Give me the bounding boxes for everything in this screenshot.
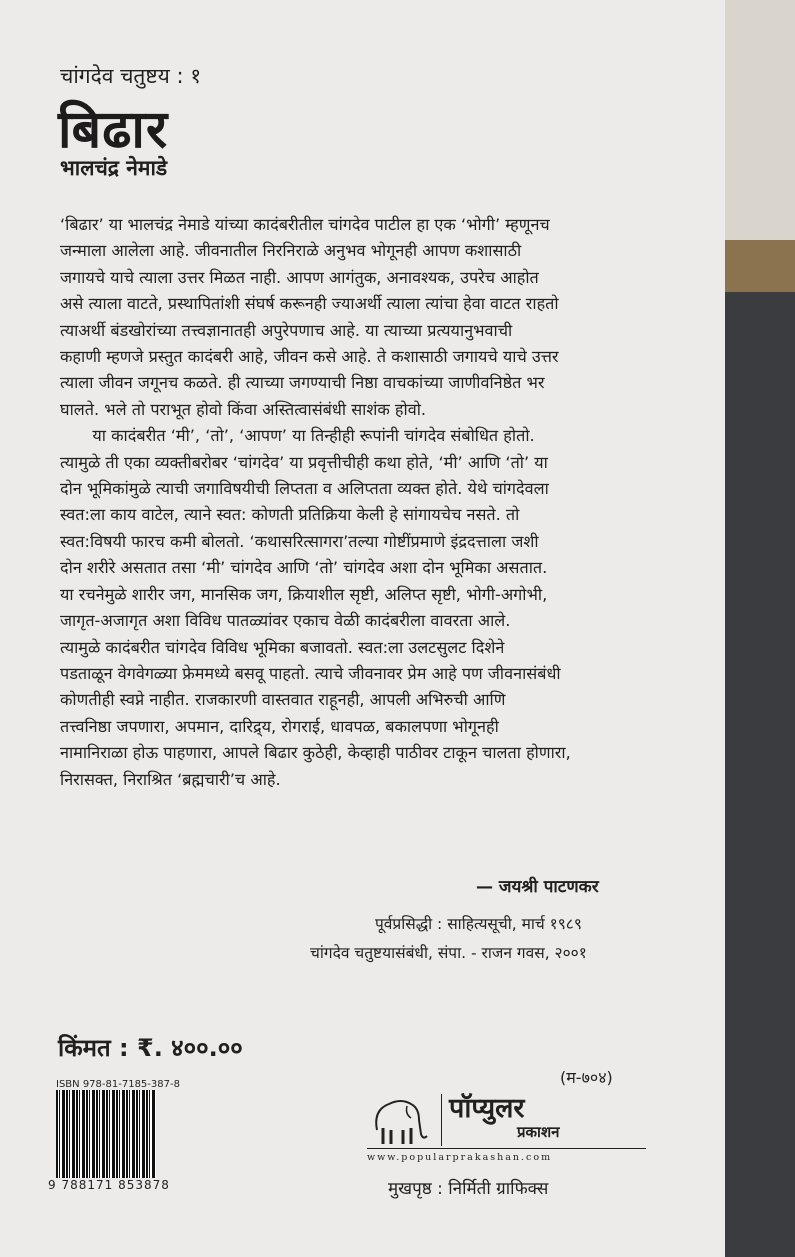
blurb-line: जगायचे याचे त्याला उत्तर मिळत नाही. आपण आगंतुक, अनावश्यक, उपरेच आहोत	[60, 267, 539, 287]
logo-divider	[441, 1094, 442, 1146]
source-note: चांगदेव चतुष्टयासंबंधी, संपा. - राजन गवस, २००१	[310, 944, 587, 962]
isbn: ISBN 978-81-7185-387-8	[56, 1079, 180, 1090]
publisher-url: www.popularprakashan.com	[367, 1152, 553, 1163]
publisher-logo	[367, 1090, 646, 1163]
blurb-line: त्याअर्थी बंडखोरांच्या तत्त्वज्ञानातही अपुरेपणाच आहे. या त्याच्या प्रत्ययानुभवाची	[60, 320, 513, 340]
blurb-line: दोन शरीरे असतात तसा ‘मी’ चांगदेव आणि ‘तो’ चांगदेव अशा दोन भूमिका असतात.	[60, 558, 548, 578]
blurb-line: दोन भूमिकांमुळे त्याची जगाविषयीची लिप्तता व अलिप्तता व्यक्त होते. येथे चांगदेवला	[60, 479, 549, 499]
blurb-attribution: — जयश्री पाटणकर	[476, 877, 599, 897]
blurb-line: निरासक्त, निराश्रित ‘ब्रह्मचारी’च आहे.	[60, 769, 281, 789]
author-name: भालचंद्र नेमाडे	[60, 156, 168, 180]
catalog-code: (म-७०४)	[560, 1068, 613, 1087]
blurb-line: कहाणी म्हणजे प्रस्तुत कादंबरी आहे, जीवन कसे आहे. ते कशासाठी जगायचे याचे उत्तर	[60, 347, 559, 367]
price: किंमत : ₹. ४००.००	[58, 1034, 243, 1062]
blurb-line: त्याला जीवन जगूनच कळते. ही त्याच्या जगण्याची निष्ठा वाचकांच्या जाणीवनिष्ठेत भर	[60, 373, 545, 393]
blurb	[60, 212, 660, 793]
blurb-line: या रचनेमुळे शारीर जग, मानसिक जग, क्रियाशील सृष्टी, अलिप्त सृष्टी, भोगी-अगोभी,	[60, 584, 548, 604]
source-note: पूर्वप्रसिद्धी : साहित्यसूची, मार्च १९८९	[375, 915, 582, 933]
barcode-number: 9 788171 853878	[48, 1178, 170, 1192]
blurb-line: त्यामुळे ती एका व्यक्तीबरोबर ‘चांगदेव’ या प्रवृत्तीचीही कथा होते, ‘मी’ आणि ‘तो’ या	[60, 452, 548, 472]
blurb-line: असे त्याला वाटते, प्रस्थापितांशी संघर्ष करूनही ज्याअर्थी त्याला त्यांचा हेवा वाटत राहतो	[60, 294, 559, 314]
background-strip	[722, 292, 795, 1257]
background-strip	[722, 240, 795, 292]
blurb-line: स्वत:विषयी फारच कमी बोलतो. ‘कथासरित्सागरा’तल्या गोष्टींप्रमाणे इंद्रदत्ताला जशी	[60, 531, 539, 551]
publisher-name: पॉप्युलर	[449, 1093, 525, 1124]
blurb-line: नामानिराळा होऊ पाहणारा, आपले बिढार कुठेही, केव्हाही पाठीवर टाकून चालता होणारा,	[60, 743, 571, 763]
publisher-sub: प्रकाशन	[517, 1123, 560, 1141]
elephant-icon	[367, 1090, 437, 1146]
blurb-line: घालते. भले तो पराभूत होवो किंवा अस्तित्वासंबंधी साशंक होवो.	[60, 399, 427, 419]
logo-rule	[367, 1148, 646, 1149]
book-title: बिढार	[58, 100, 169, 160]
barcode	[56, 1090, 156, 1178]
series-label: चांगदेव चतुष्टय : १	[60, 64, 202, 88]
background-strip	[722, 0, 795, 240]
blurb-line: त्यामुळे कादंबरीत चांगदेव विविध भूमिका बजावतो. स्वत:ला उलटसुलट दिशेने	[60, 637, 505, 657]
blurb-line: ‘बिढार’ या भालचंद्र नेमाडे यांच्या कादंबरीतील चांगदेव पाटील हा एक ‘भोगी’ म्हणूनच	[60, 215, 550, 234]
blurb-line: जागृत-अजागृत अशा विविध पातळ्यांवर एकाच वेळी कादंबरीला वावरता आले.	[60, 611, 511, 631]
blurb-line: या कादंबरीत ‘मी’, ‘तो’, ‘आपण’ या तिन्हीही रूपांनी चांगदेव संबोधित होतो.	[60, 426, 535, 446]
cover-credit: मुखपृष्ठ : निर्मिती ग्राफिक्स	[388, 1179, 549, 1199]
blurb-line: कोणतीही स्वप्ने नाहीत. राजकारणी वास्तवात राहूनही, आपली अभिरुची आणि	[60, 690, 506, 710]
blurb-line: जन्माला आलेला आहे. जीवनातील निरनिराळे अनुभव भोगूनही आपण कशासाठी	[60, 241, 522, 261]
blurb-line: स्वत:ला काय वाटेल, त्याने स्वत: कोणती प्रतिक्रिया केली हे सांगायचेच नसते. तो	[60, 505, 520, 525]
blurb-line: पडताळून वेगवेगळ्या फ्रेममध्ये बसवू पाहतो. त्याचे जीवनावर प्रेम आहे पण जीवनासंबंधी	[60, 663, 561, 683]
blurb-line: तत्त्वनिष्ठा जपणारा, अपमान, दारिद्र्य, रोगराई, धावपळ, बकालपणा भोगूनही	[60, 716, 499, 736]
